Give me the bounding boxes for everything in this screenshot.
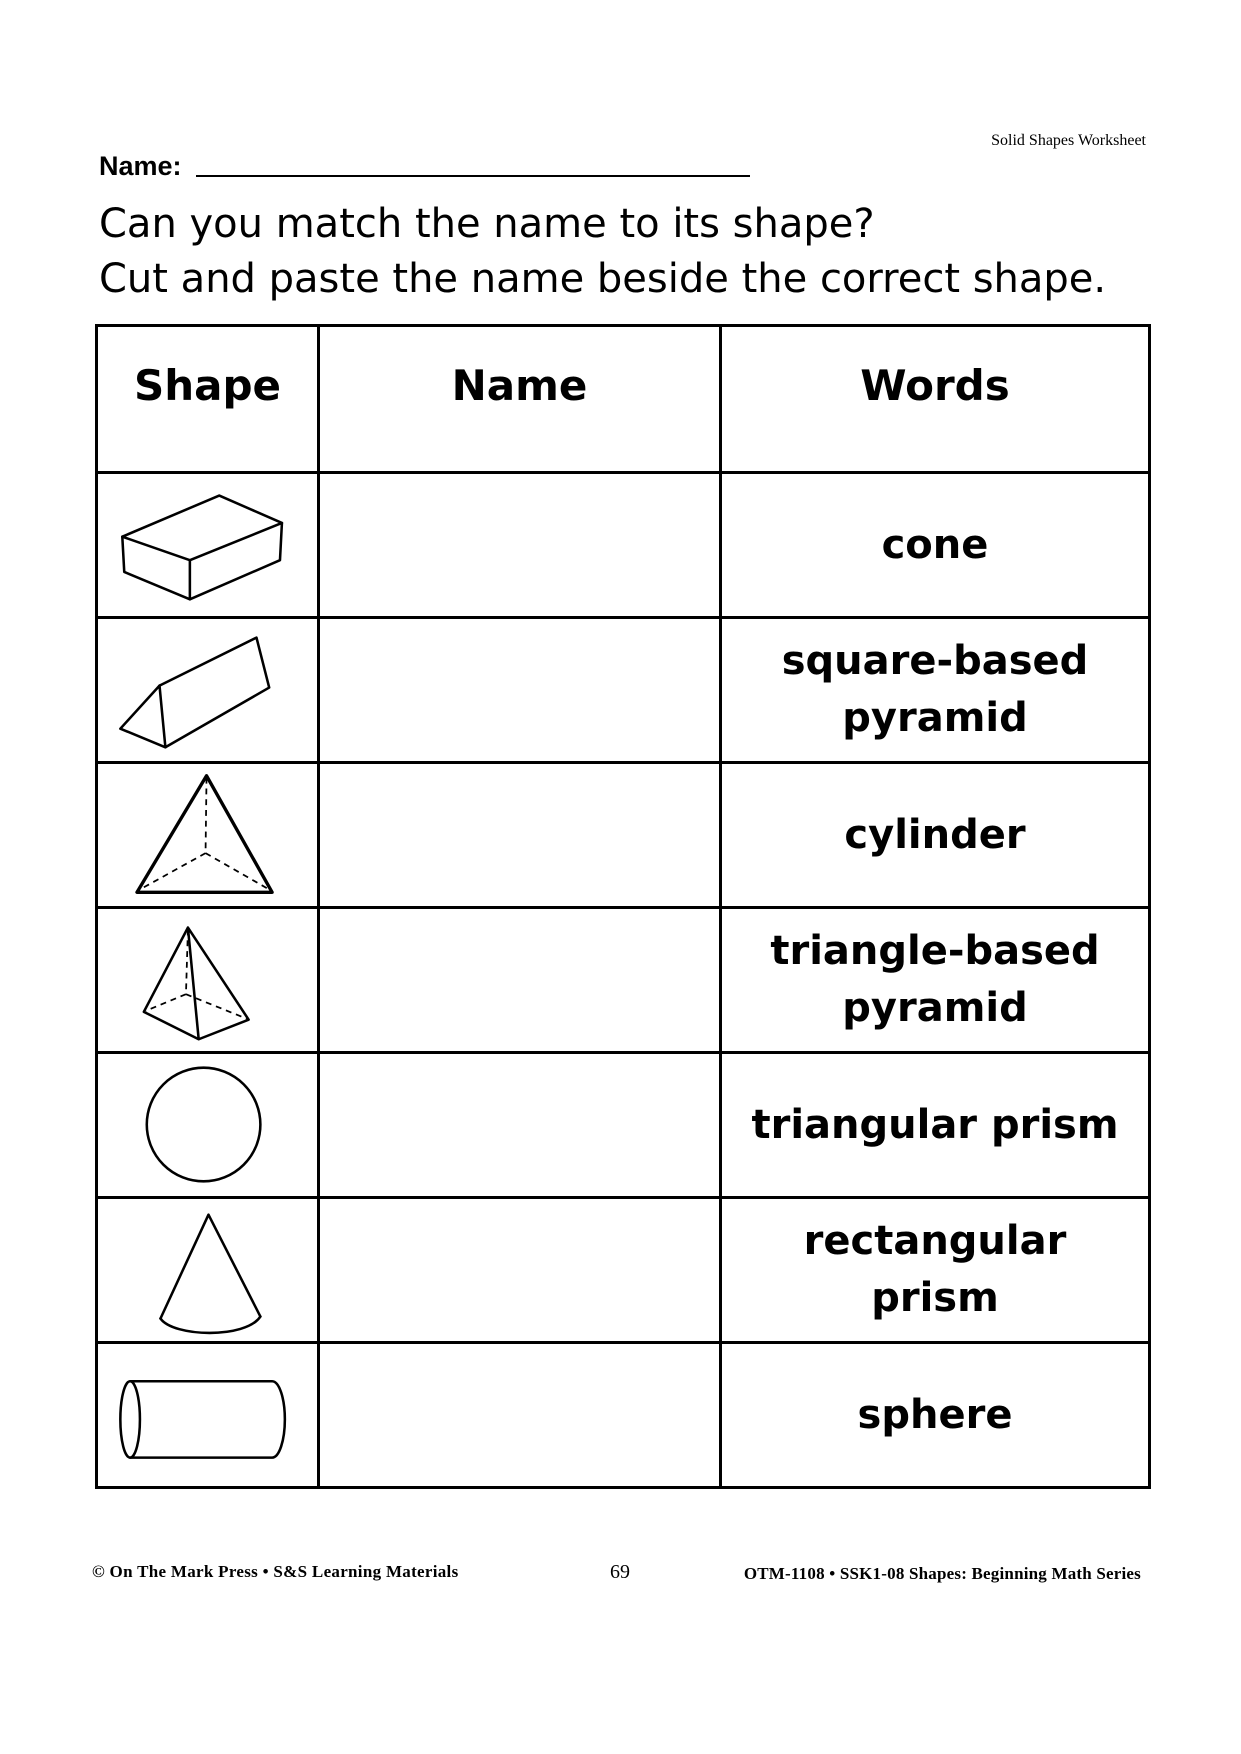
rectangular-prism-icon [98,474,317,616]
page-number: 69 [610,1561,630,1583]
word-cell [721,763,1150,908]
triangle-based-pyramid-icon [98,764,317,906]
name-answer-cell [319,618,721,763]
name-label: Name: [99,151,182,181]
word-text: cone [881,521,989,568]
shape-cell [97,473,319,618]
pyramid-visible-edges [144,928,249,1040]
triangular-prism-icon [98,619,317,761]
word-cell [721,908,1150,1053]
shape-cell [97,1053,319,1198]
word-text: pyramid [842,695,1028,741]
cylinder-body [130,1381,285,1457]
prism-side-faces [122,523,282,599]
sphere-icon [98,1054,317,1196]
prism-top-face [122,496,282,561]
name-blank-line [196,175,750,177]
column-header-words: Words [721,326,1150,473]
word-text: prism [871,1275,999,1321]
shape-cell [97,1198,319,1343]
pyramid-hidden-edges [142,778,267,889]
name-answer-cell [319,763,721,908]
word-cell [721,1198,1150,1343]
word-text: sphere [857,1391,1013,1438]
word-text: cylinder [844,811,1026,858]
table-row [97,1343,1150,1488]
word-cell [721,473,1150,618]
table-row [97,618,1150,763]
matching-table [95,324,1151,1489]
word-cell [721,1343,1150,1488]
prism-end-triangle [120,686,165,748]
word-cell [721,618,1150,763]
name-answer-cell [319,1053,721,1198]
table-header-row [97,326,1150,473]
word-text: rectangular [803,1218,1067,1264]
table-row [97,1053,1150,1198]
shape-cell [97,908,319,1053]
name-answer-cell [319,908,721,1053]
pyramid-outline [137,776,272,893]
prism-length-edges [160,638,270,748]
word-text: square-based [781,638,1089,684]
column-header-shape: Shape [97,326,319,473]
instruction-line-1: Can you match the name to its shape? [99,201,875,247]
table-row [97,908,1150,1053]
word-cell [721,1053,1150,1198]
footer-publisher: © On The Mark Press • S&S Learning Materials [92,1562,459,1581]
instructions [99,197,1106,307]
word-text: triangular prism [751,1101,1119,1148]
cone-base-curve [160,1317,260,1333]
footer-series: OTM-1108 • SSK1-08 Shapes: Beginning Math Series [743,1564,1141,1583]
sphere-outline [147,1068,261,1182]
table-row [97,763,1150,908]
cone-sides [160,1215,260,1319]
table-row [97,473,1150,618]
word-text: triangle-based [770,928,1100,974]
shape-cell [97,763,319,908]
worksheet-title: Solid Shapes Worksheet [991,132,1146,149]
cone-icon [98,1199,317,1341]
table-row [97,1198,1150,1343]
instruction-line-2: Cut and paste the name beside the correct shape. [99,256,1107,302]
cylinder-end-ellipse [120,1381,140,1457]
name-answer-cell [319,473,721,618]
shape-cell [97,618,319,763]
name-answer-cell [319,1198,721,1343]
cylinder-icon [98,1344,317,1486]
shape-cell [97,1343,319,1488]
name-answer-cell [319,1343,721,1488]
word-text: pyramid [842,985,1028,1031]
square-based-pyramid-icon [98,909,317,1051]
column-header-name: Name [319,326,721,473]
